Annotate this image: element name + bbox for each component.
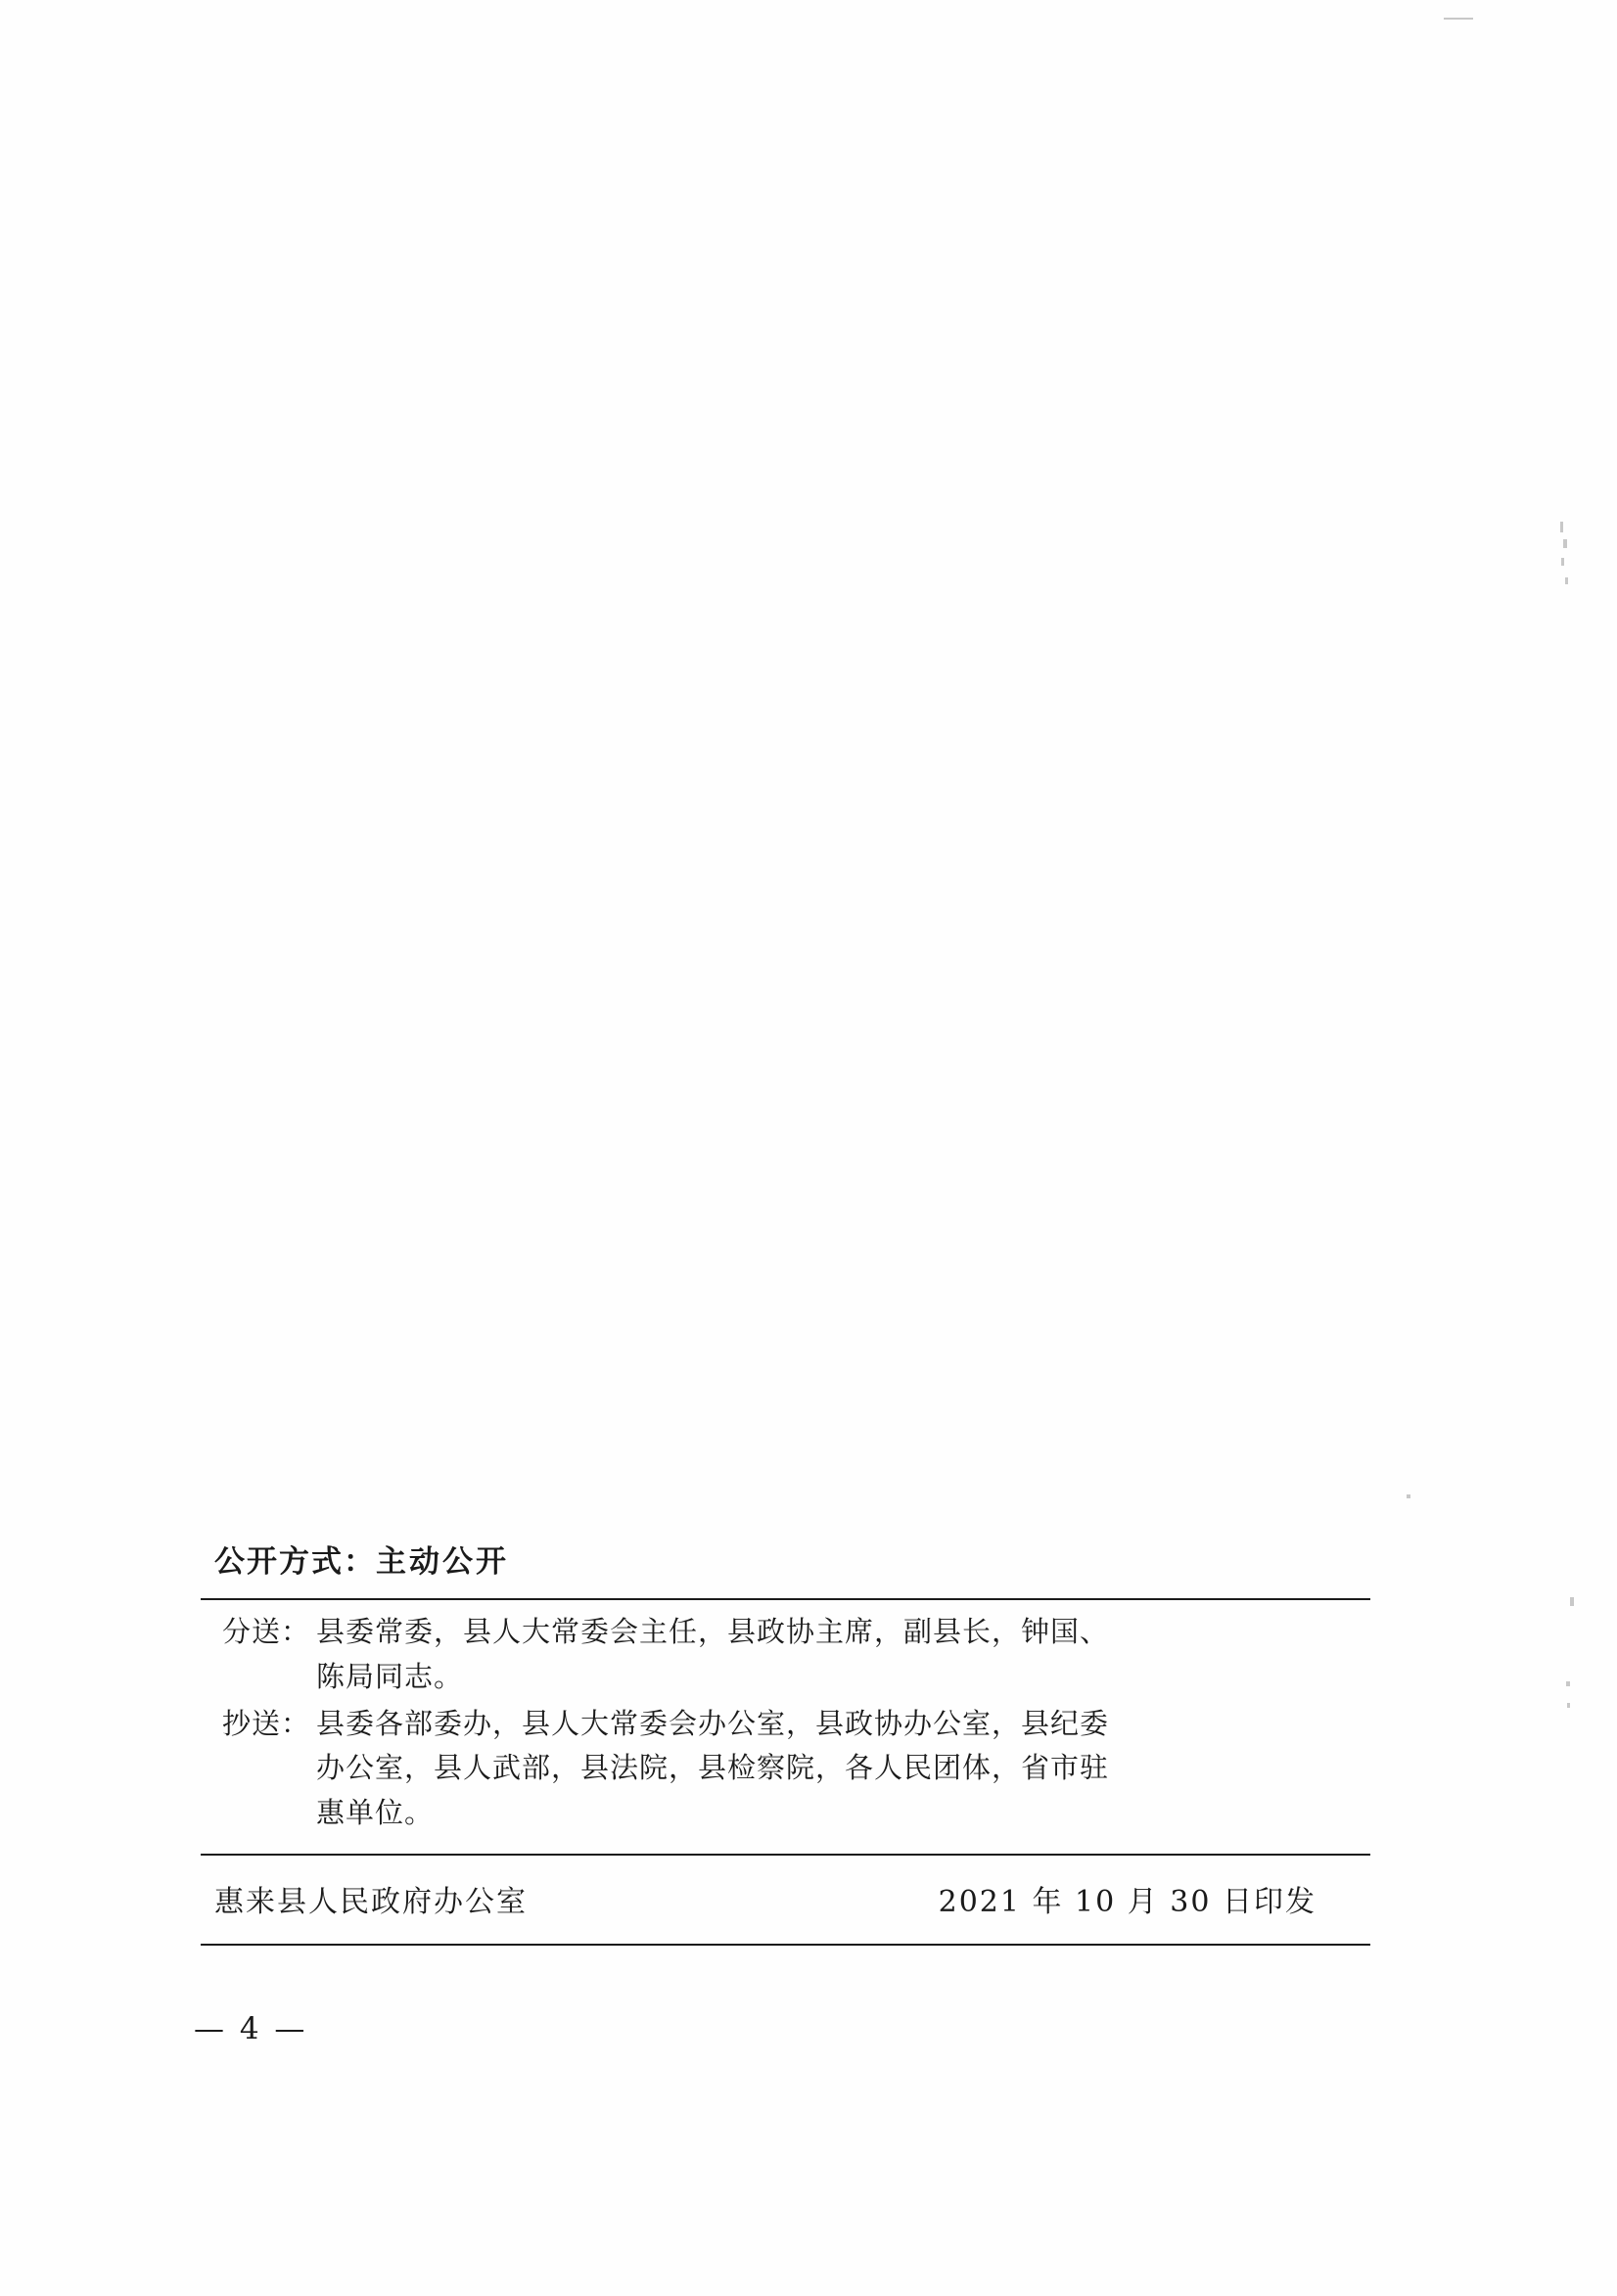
disclosure-value: 主动公开	[376, 1544, 509, 1580]
distribution-label-send: 分送：	[222, 1615, 311, 1648]
footer-rule-middle	[201, 1854, 1370, 1856]
distribution-copy-line-1: 县委各部委办，县人大常委会办公室，县政协办公室，县纪委	[316, 1706, 1110, 1740]
distribution-text-copy	[316, 1702, 1385, 1836]
distribution-send-line-1: 县委常委，县人大常委会主任，县政协主席，副县长，钟国、	[316, 1615, 1110, 1648]
distribution-row-copy	[201, 1702, 1385, 1836]
distribution-label-copy: 抄送：	[222, 1706, 311, 1740]
distribution-copy-line-3: 惠单位。	[316, 1796, 435, 1830]
scan-speck	[1567, 1703, 1570, 1708]
scan-speck	[1566, 1681, 1570, 1686]
disclosure-label: 公开方式：	[214, 1544, 376, 1580]
page-number: — 4 —	[194, 2011, 308, 2046]
distribution-send-line-2: 陈局同志。	[316, 1659, 464, 1693]
scan-speck	[1444, 18, 1473, 20]
distribution-copy-line-2: 办公室，县人武部，县法院，县检察院，各人民团体，省市驻	[316, 1751, 1110, 1785]
scan-speck	[1570, 1597, 1574, 1606]
footer-rule-top	[201, 1598, 1370, 1600]
scan-speck	[1407, 1494, 1410, 1498]
issuer-row	[201, 1865, 1336, 1926]
distribution-text-send	[316, 1610, 1385, 1700]
disclosure-line	[214, 1537, 1385, 1581]
scan-speck	[1561, 558, 1564, 566]
issuer-office: 惠来县人民政府办公室	[214, 1885, 528, 1920]
issuer-date: 2021 年 10 月 30 日印发	[938, 1885, 1317, 1920]
scan-speck	[1560, 522, 1563, 532]
scan-speck	[1565, 577, 1568, 584]
distribution-row-send	[201, 1610, 1385, 1700]
scan-speck	[1563, 539, 1567, 548]
footer-rule-bottom	[201, 1944, 1370, 1946]
document-footer	[201, 1537, 1385, 1955]
